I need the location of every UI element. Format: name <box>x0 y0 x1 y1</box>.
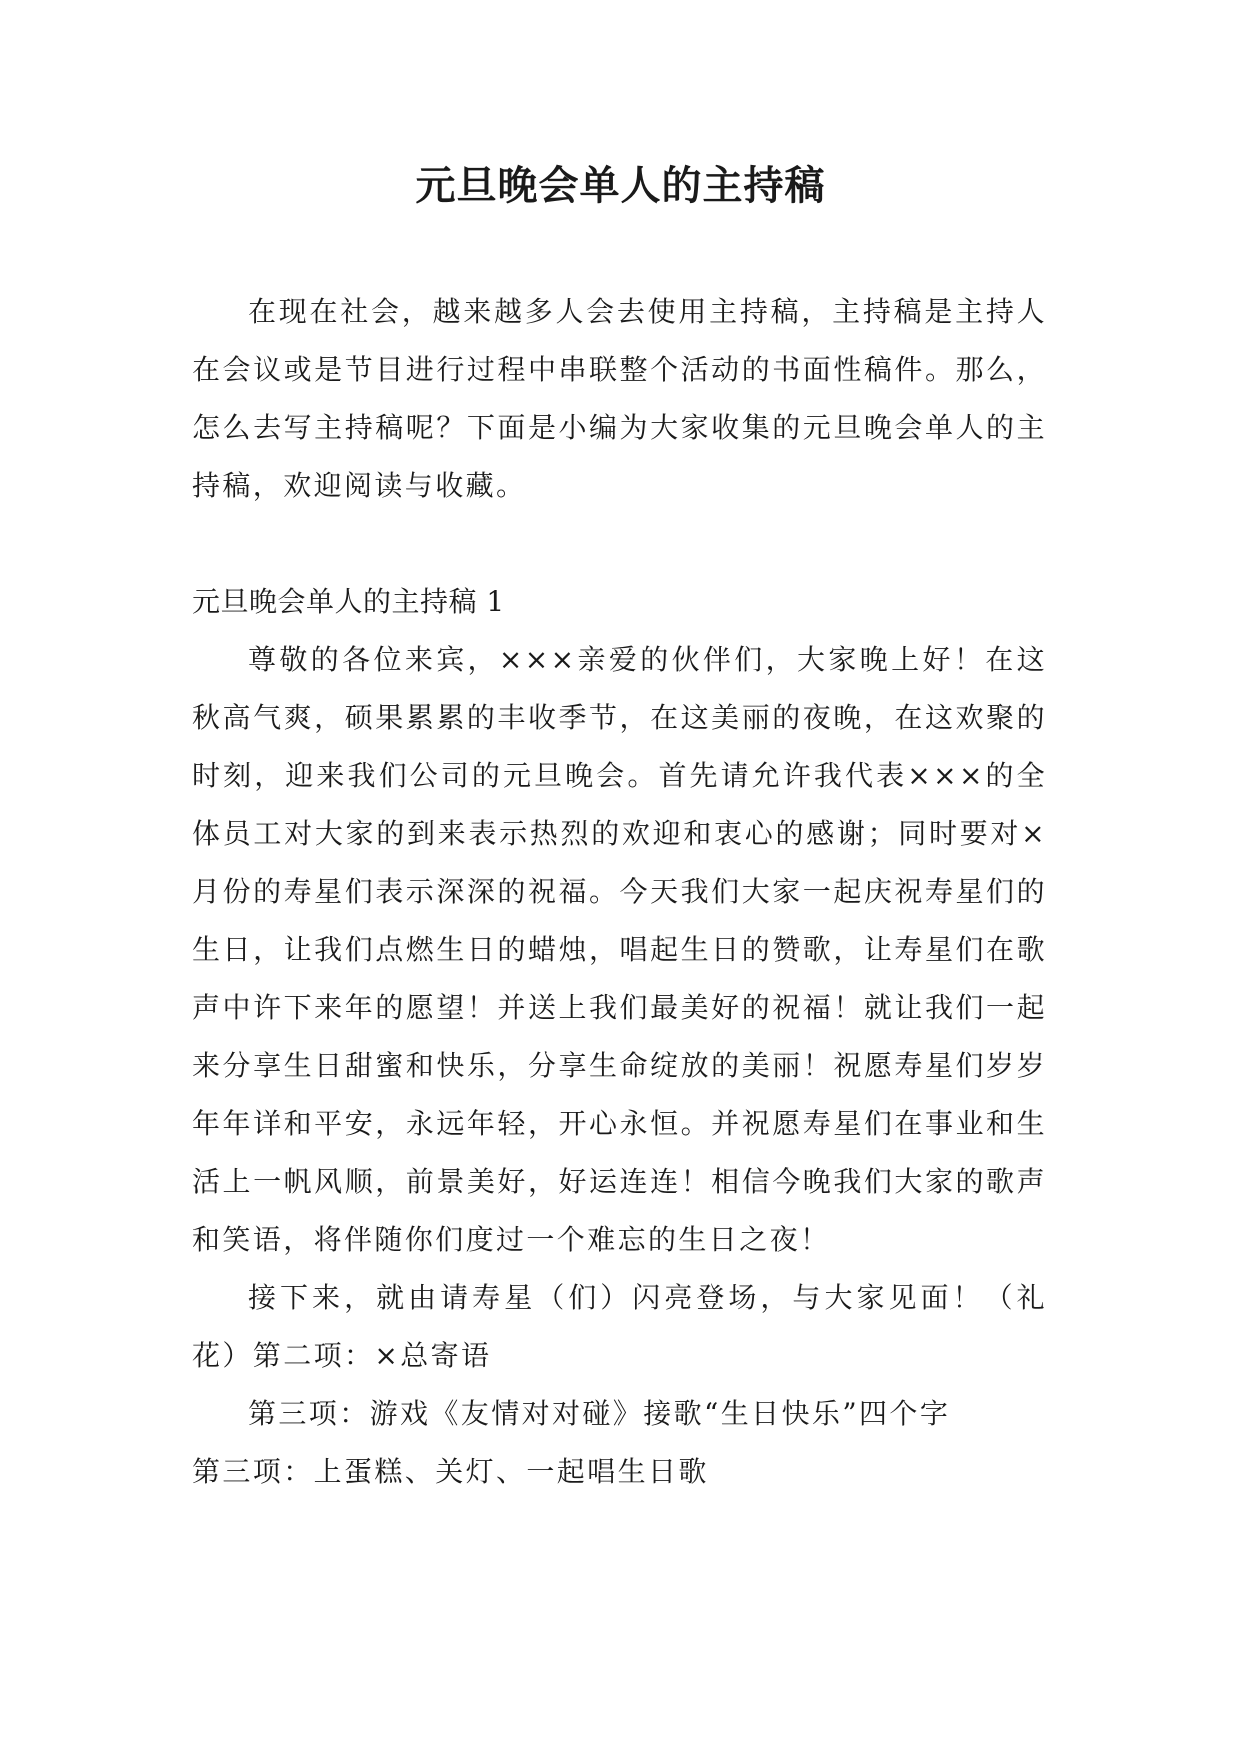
document-title: 元旦晚会单人的主持稿 <box>415 162 826 209</box>
body-line: 第三项：上蛋糕、关灯、一起唱生日歌 <box>192 1455 709 1488</box>
body-paragraph: 尊敬的各位来宾，×××亲爱的伙伴们，大家晚上好！在这秋高气爽，硕果累累的丰收季节，在这美丽的夜晚，在这欢聚的时刻，迎来我们公司的元旦晚会。首先请允许我代表×××的全体员工对大家的到来表示热烈的欢迎和衷心的感谢；同时要对×月份的寿星们表示深深的祝福。今天我们大家一起庆祝寿星们的生日，让我们点燃生日的蜡烛，唱起生日的赞歌，让寿星们在歌声中许下来年的愿望！并送上我们最美好的祝福！就让我们一起来分享生日甜蜜和快乐，分享生命绽放的美丽！祝愿寿星们岁岁年年详和平安，永远年轻，开心永恒。并祝愿寿星们在事业和生活上一帆风顺，前景美好，好运连连！相信今晚我们大家的歌声和笑语，将伴随你们度过一个难忘的生日之夜！ <box>192 643 1047 1256</box>
blank-line <box>192 515 1047 573</box>
section-heading: 元旦晚会单人的主持稿 1 <box>192 585 505 618</box>
document-body <box>192 283 1047 1501</box>
body-paragraph: 第三项：游戏《友情对对碰》接歌“生日快乐”四个字 <box>248 1397 951 1430</box>
intro-paragraph: 在现在社会，越来越多人会去使用主持稿，主持稿是主持人在会议或是节目进行过程中串联整个活动的书面性稿件。那么，怎么去写主持稿呢？下面是小编为大家收集的元旦晚会单人的主持稿，欢迎阅读与收藏。 <box>192 295 1047 502</box>
body-paragraph: 接下来，就由请寿星（们）闪亮登场，与大家见面！（礼花）第二项：×总寄语 <box>192 1281 1047 1372</box>
